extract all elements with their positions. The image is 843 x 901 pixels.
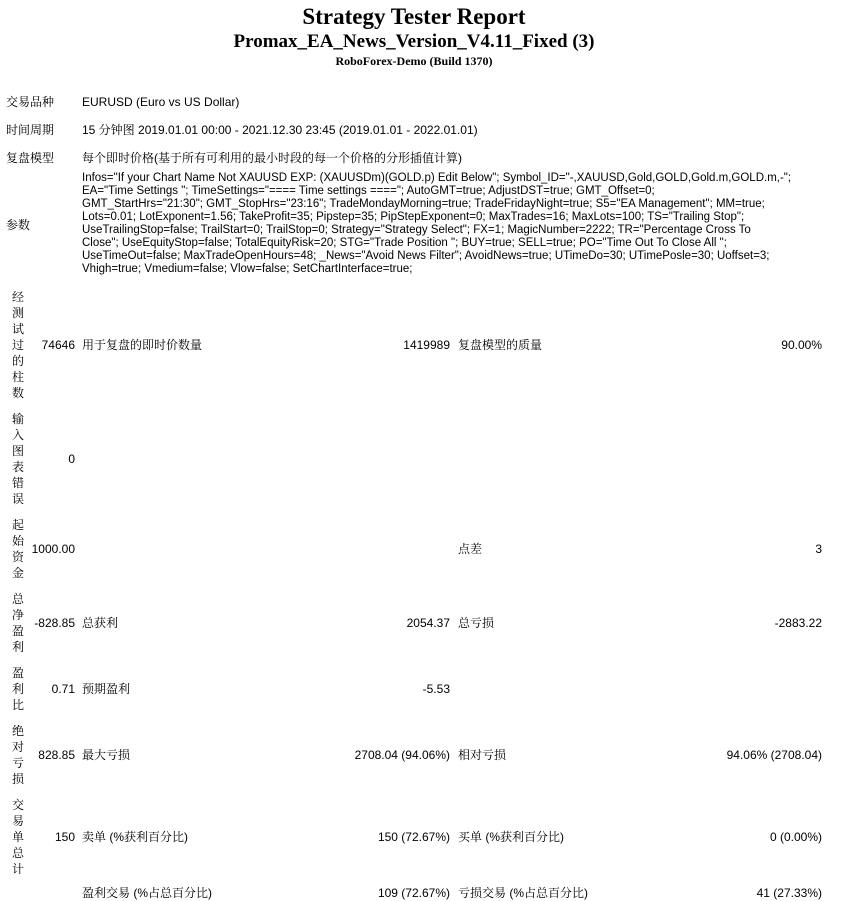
stat-label-3: 相对亏损 — [458, 748, 507, 762]
parameters-value — [75, 172, 822, 276]
stat-label-2: 卖单 (%获利百分比) — [82, 830, 188, 844]
stats-table — [6, 287, 822, 901]
stat-value-1: 74646 — [41, 338, 75, 352]
parameters-line: Vhigh=true; Vmedium=false; Vlow=false; SetChartInterface=true; — [82, 263, 413, 275]
info-row-period — [6, 116, 822, 144]
stats-row-total-trades — [6, 795, 822, 879]
stat-value-1: 150 — [54, 830, 75, 844]
stat-value-2: -5.53 — [422, 682, 450, 696]
symbol-value: EURUSD (Euro vs US Dollar) — [82, 95, 240, 109]
stat-value-2: 2708.04 (94.06%) — [354, 748, 450, 762]
stat-label-2: 最大亏损 — [82, 748, 131, 762]
stat-value-1: 0 — [68, 452, 75, 466]
parameters-line: UseTimeOut=false; MaxTradeOpenHours=48; _News="Avoid News Filter"; AvoidNews=true; UTimeDo=30; UTimePosle=30; Uoffset=3; — [82, 250, 770, 262]
parameters-line: Close"; UseEquityStop=false; TotalEquityRisk=20; STG="Trade Position "; BUY=true; SELL=true; PO="Time Out To Close All "; — [82, 237, 727, 249]
info-table — [6, 88, 822, 282]
period-value: 15 分钟图 2019.01.01 00:00 - 2021.12.30 23:45 (2019.01.01 - 2022.01.01) — [82, 123, 478, 137]
model-label: 复盘模型 — [6, 151, 55, 165]
parameters-line: UseTrailingStop=false; TrailStart=0; TrailStop=0; Strategy="Strategy Select"; FX=1; MagicNumber=2222; TR="Percentage Cross To — [82, 224, 751, 236]
stats-row-chart-errors — [6, 409, 822, 509]
stat-vertical-label: 经测试过的柱数 — [12, 290, 25, 400]
stats-row-profit-loss-trades — [6, 885, 822, 901]
stats-row-bars-tested — [6, 287, 822, 403]
stat-value-2: 2054.37 — [406, 616, 450, 630]
stat-label-3: 总亏损 — [458, 616, 495, 630]
stat-value-3: 94.06% (2708.04) — [726, 748, 822, 762]
parameters-line: EA="Time Settings "; TimeSettings="==== Time settings ===="; AutoGMT=true; AdjustDST=true; GMT_Offset=0; — [82, 185, 655, 197]
stat-value-3: 90.00% — [781, 338, 822, 352]
info-row-symbol — [6, 88, 822, 116]
stat-vertical-label — [6, 891, 30, 895]
stat-value-3: 0 (0.00%) — [769, 830, 822, 844]
parameters-line: Infos="If your Chart Name Not XAUUSD EXP: (XAUUSDm)(GOLD.p) Edit Below"; Symbol_ID="-,XAUUSD,Gold,GOLD,Gold.m,GOLD.m,-"; — [82, 172, 792, 184]
stat-vertical-label: 交易单总计 — [12, 798, 25, 876]
stat-value-2: 109 (72.67%) — [377, 886, 450, 900]
parameters-label: 参数 — [6, 217, 31, 232]
stat-vertical-label: 盈利比 — [12, 666, 25, 712]
report-header — [6, 0, 822, 68]
model-value: 每个即时价格(基于所有可利用的最小时段的每一个价格的分形插值计算) — [82, 151, 462, 165]
stat-label-3: 点差 — [458, 542, 483, 556]
stats-row-initial-deposit — [6, 515, 822, 583]
info-row-model — [6, 144, 822, 172]
stats-row-absolute-drawdown — [6, 721, 822, 789]
stat-label-2: 盈利交易 (%占总百分比) — [82, 886, 212, 900]
stats-row-total-net-profit — [6, 589, 822, 657]
symbol-label: 交易品种 — [6, 95, 55, 109]
period-label: 时间周期 — [6, 123, 55, 137]
stat-value-3: -2883.22 — [774, 616, 822, 630]
stat-vertical-label: 绝对亏损 — [12, 724, 25, 786]
ea-name: Promax_EA_News_Version_V4.11_Fixed (3) — [233, 31, 595, 52]
stat-value-1: 1000.00 — [31, 542, 75, 556]
stat-value-1: -828.85 — [34, 616, 75, 630]
stats-row-profit-factor — [6, 663, 822, 715]
stat-vertical-label: 输入图表错误 — [12, 412, 25, 506]
stat-value-2: 150 (72.67%) — [377, 830, 450, 844]
stat-label-3: 亏损交易 (%占总百分比) — [458, 886, 588, 900]
stat-vertical-label: 起始资金 — [12, 518, 25, 580]
stat-value-1: 828.85 — [38, 748, 75, 762]
server-build: RoboForex-Demo (Build 1370) — [335, 54, 493, 68]
report-title: Strategy Tester Report — [302, 4, 526, 29]
parameters-line: Lots=0.01; LotExponent=1.56; TakeProfit=35; Pipstep=35; PipStepExponent=0; MaxTrades=16; MaxLots=100; TS="Trailing Stop"; — [82, 211, 745, 223]
stat-label-2: 用于复盘的即时价数量 — [82, 338, 203, 352]
stat-label-2: 预期盈利 — [82, 682, 131, 696]
stat-label-2: 总获利 — [82, 616, 119, 630]
parameters-line: GMT_StartHrs="21:30"; GMT_StopHrs="23:16"; TradeMondayMorning=true; TradeFridayNight=true; S5="EA Management"; MM=true; — [82, 198, 765, 210]
stat-label-3: 复盘模型的质量 — [458, 338, 543, 352]
stat-value-3: 3 — [815, 542, 822, 556]
info-row-parameters — [6, 172, 822, 282]
stat-value-3: 41 (27.33%) — [756, 886, 822, 900]
stat-label-3: 买单 (%获利百分比) — [458, 830, 564, 844]
stat-value-2: 1419989 — [403, 338, 450, 352]
stat-value-1: 0.71 — [51, 682, 75, 696]
stat-vertical-label: 总净盈利 — [12, 592, 25, 654]
